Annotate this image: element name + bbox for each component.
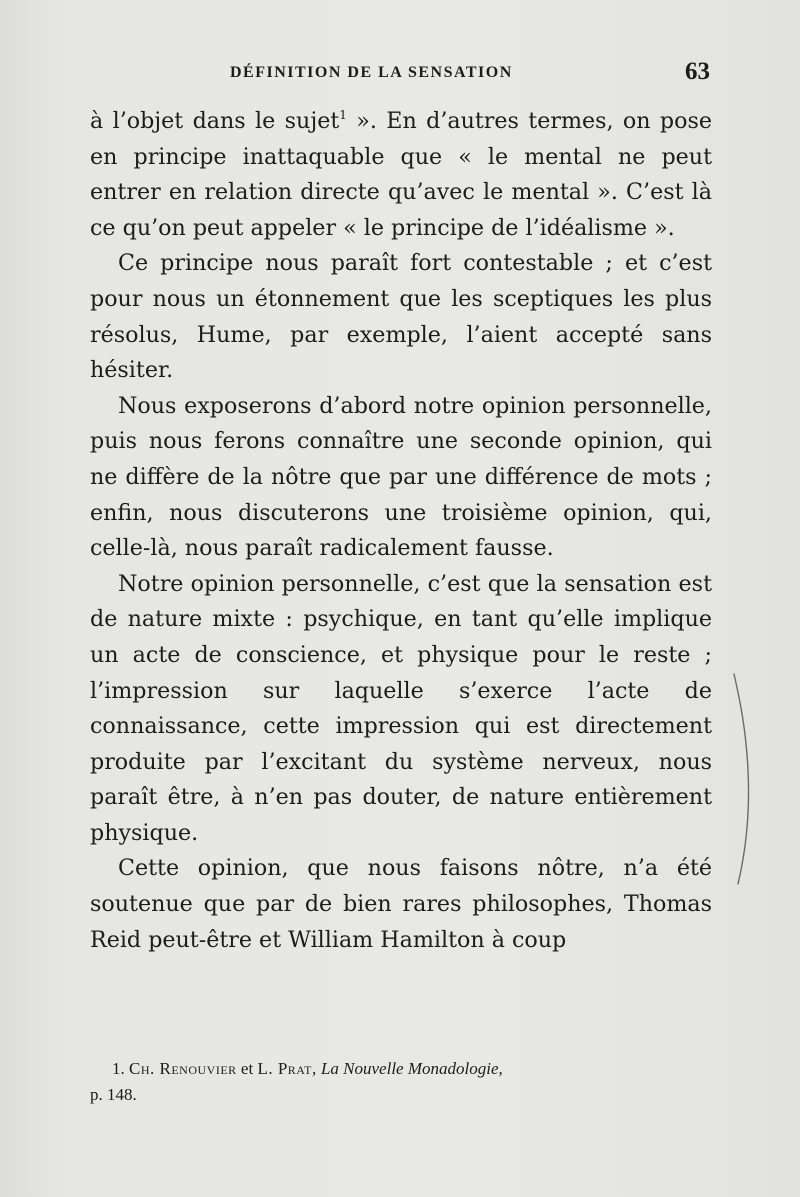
paragraph-1-text: à l’objet dans le sujet	[90, 108, 340, 134]
footnote	[90, 1056, 712, 1108]
paragraph-2: Ce principe nous paraît fort contestable ; et c’est pour nous un étonnement que les sceptiques les plus résolus, Hume, par exemple, l’aient accepté sans hésiter.	[90, 250, 712, 384]
footnote-number: 1.	[112, 1059, 125, 1078]
footnote-title: La Nouvelle Monadologie,	[320, 1059, 503, 1078]
footnote-author-2: L. Prat,	[257, 1059, 317, 1078]
margin-pencil-line	[726, 670, 756, 890]
footnote-author-1: Ch. Renouvier	[129, 1059, 237, 1078]
page-number: 63	[685, 58, 710, 85]
paragraph-1	[90, 104, 712, 246]
running-title: DÉFINITION DE LA SENSATION	[230, 64, 513, 81]
body-text	[90, 104, 712, 958]
paragraph-1-continued: ». En d’autres termes, on pose en principe inattaquable que « le mental ne peut entrer en relation directe qu’avec le mental ». C’est là ce qu’on peut appeler « le principe de l’idéalisme ».	[90, 108, 713, 241]
footnote-line	[90, 1056, 712, 1082]
footnote-ref: 1	[339, 108, 347, 122]
paragraph-5: Cette opinion, que nous faisons nôtre, n’a été soutenue que par de bien rares philosophes, Thomas Reid peut-être et William Hamilton à coup	[90, 855, 712, 953]
paragraph-3: Nous exposerons d’abord notre opinion personnelle, puis nous ferons connaître une seconde opinion, qui ne diffère de la nôtre que par une différence de mots ; enfin, nous discuterons une troisième opinion, qui, celle-là, nous paraît radicalement fausse.	[90, 392, 712, 562]
running-head	[90, 58, 710, 88]
paragraph-4: Notre opinion personnelle, c’est que la sensation est de nature mixte : psychique, en tant qu’elle implique un acte de conscience, et physique pour le reste ; l’impression sur laquelle s’exerce l’acte de connaissance, cette impression qui est directement produite par l’excitant du système nerveux, nous paraît être, à n’en pas douter, de nature entièrement physique.	[90, 570, 712, 846]
footnote-page-ref: p. 148.	[90, 1085, 137, 1104]
footnote-conjunction: et	[240, 1059, 254, 1078]
